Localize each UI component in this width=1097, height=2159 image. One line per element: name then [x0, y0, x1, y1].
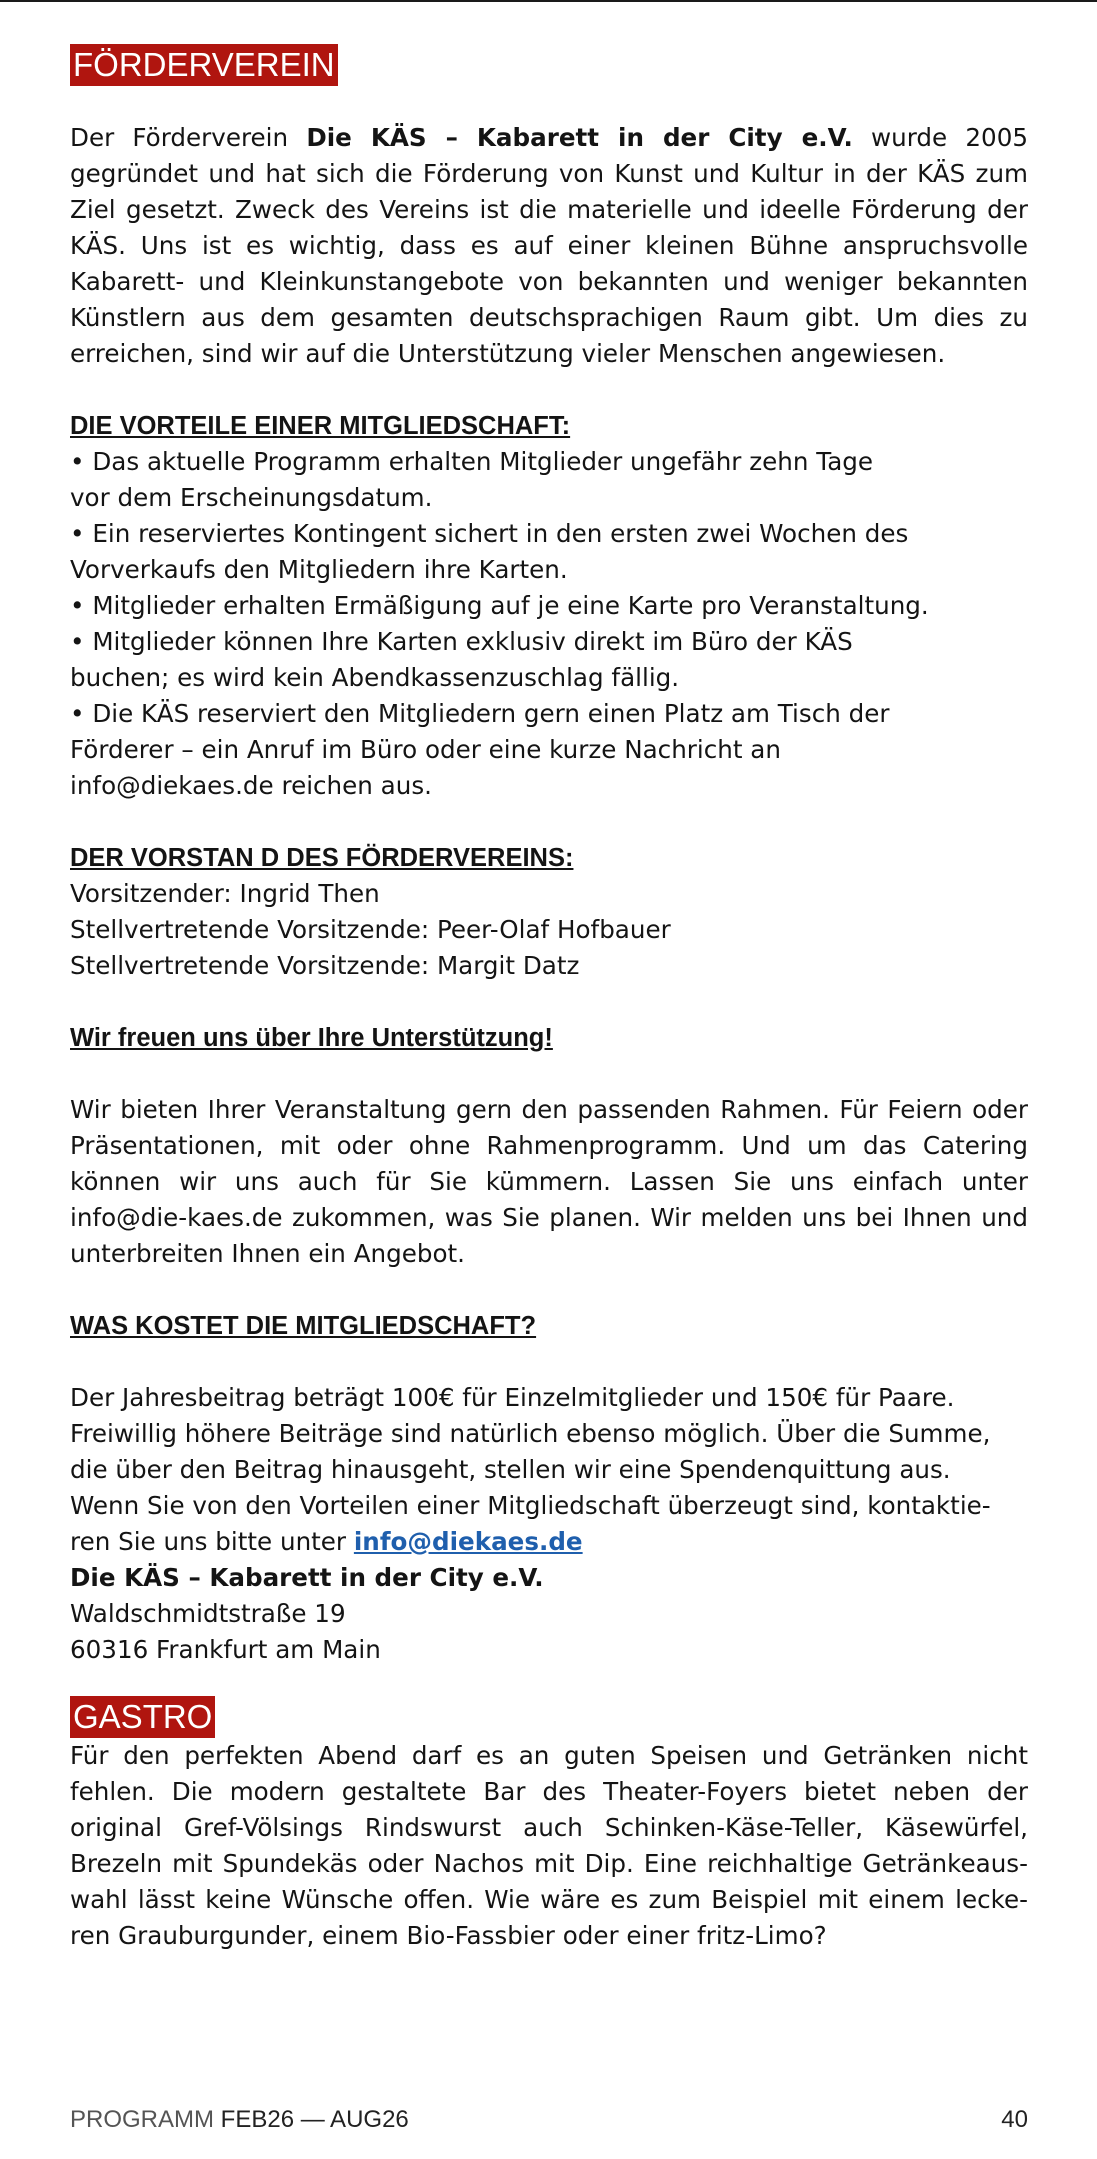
page-number: 40: [1001, 2106, 1028, 2133]
benefit-line: • Ein reserviertes Kontingent sichert in den ersten zwei Wochen des: [70, 519, 909, 548]
address-name: [70, 1560, 1028, 1596]
board-member: Vorsitzender: Ingrid Then: [70, 879, 380, 908]
section-title-gastro: GASTRO: [70, 1696, 215, 1738]
address-street: Waldschmidtstraße 19: [70, 1599, 346, 1628]
benefit-line: buchen; es wird kein Abendkassenzuschlag fällig.: [70, 663, 680, 692]
cost-line: die über den Beitrag hinausgeht, stellen wir eine Spendenquittung aus.: [70, 1455, 951, 1484]
cost-line: Der Jahresbeitrag beträgt 100€ für Einzelmitglieder und 150€ für Paare.: [70, 1383, 955, 1412]
cost-heading: WAS KOSTET DIE MITGLIEDSCHAFT?: [70, 1312, 537, 1340]
top-rule: [0, 0, 1097, 2]
benefit-line: • Das aktuelle Programm erhalten Mitglieder ungefähr zehn Tage: [70, 447, 874, 476]
footer-period: FEB26 — AUG26: [220, 2106, 409, 2133]
benefit-line: • Die KÄS reserviert den Mitgliedern gern einen Platz am Tisch der: [70, 699, 890, 728]
benefit-line: info@diekaes.de reichen aus.: [70, 771, 432, 800]
board-member: Stellvertretende Vorsitzende: Peer-Olaf Hofbauer: [70, 915, 671, 944]
page-footer: [70, 2105, 1028, 2135]
benefits-heading: DIE VORTEILE EINER MITGLIEDSCHAFT:: [70, 412, 571, 440]
section-title-foerderverein: FÖRDERVEREIN: [70, 44, 338, 86]
contact-pre: ren Sie uns bitte unter: [70, 1527, 347, 1556]
intro-paragraph: [70, 120, 1028, 372]
board-member: Stellvertretende Vorsitzende: Margit Datz: [70, 951, 580, 980]
cost-line: Wenn Sie von den Vorteilen einer Mitgliedschaft überzeugt sind, kontaktie-: [70, 1491, 991, 1520]
support-paragraph: Wir bieten Ihrer Veranstaltung gern den passenden Rahmen. Für Feiern oder Präsentationen, mit oder ohne Rahmenprogramm. Und um das Catering können wir uns auch für Sie kümmern. Lassen Sie uns einfach unter info@die-kaes.de zukommen, was Sie planen. Wir melden uns bei Ihnen und unterbreiten Ihnen ein Angebot.: [70, 1095, 1028, 1268]
intro-text: wurde 2005 gegründet und hat sich die Förderung von Kunst und Kultur in der KÄS zum Ziel gesetzt. Zweck des Vereins ist die materielle und ideelle Förderung der KÄS. Uns ist es wichtig, dass es auf einer kleinen Bühne anspruchsvolle Kabarett- und Kleinkunstangebote von bekannten und weniger bekannten Künstlern aus dem gesamten deutschsprachigen Raum gibt. Um dies zu erreichen, sind wir auf die Unterstützung vieler Menschen angewiesen.: [70, 123, 1028, 368]
association-name: Die KÄS – Kabarett in der City e.V.: [306, 123, 853, 152]
benefit-line: Förderer – ein Anruf im Büro oder eine kurze Nachricht an: [70, 735, 781, 764]
address-city: 60316 Frankfurt am Main: [70, 1635, 381, 1664]
address-org: Die KÄS – Kabarett in der City e.V.: [70, 1563, 544, 1592]
gastro-paragraph: Für den perfekten Abend darf es an guten Speisen und Getränken nicht fehlen. Die modern gestaltete Bar des Theater-Foyers bietet neben der original Gref-Völsings Rindswurst auch Schinken-Käse-Teller, Käsewürfel, Brezeln mit Spundekäs oder Nachos mit Dip. Eine reichhaltige Getränkeauswahl lässt keine Wünsche offen. Wie wäre es zum Beispiel mit einem leckeren Grauburgunder, einem Bio-Fassbier oder einer fritz-Limo?: [70, 1741, 1028, 1950]
benefit-line: Vorverkaufs den Mitgliedern ihre Karten.: [70, 555, 568, 584]
contact-email-link[interactable]: info@diekaes.de: [353, 1527, 583, 1556]
benefit-line: • Mitglieder erhalten Ermäßigung auf je eine Karte pro Veranstaltung.: [70, 591, 929, 620]
intro-pre: Der Förderverein: [70, 123, 289, 152]
page-content: [70, 44, 1028, 1954]
contact-line: [70, 1524, 1028, 1560]
benefit-line: vor dem Erscheinungsdatum.: [70, 483, 433, 512]
support-heading: Wir freuen uns über Ihre Unterstützung!: [70, 1024, 553, 1052]
footer-program-label: PROGRAMM: [70, 2106, 214, 2133]
board-heading: DER VORSTAN D DES FÖRDERVEREINS:: [70, 844, 574, 872]
cost-line: Freiwillig höhere Beiträge sind natürlich ebenso möglich. Über die Summe,: [70, 1419, 991, 1448]
benefit-line: • Mitglieder können Ihre Karten exklusiv direkt im Büro der KÄS: [70, 627, 853, 656]
